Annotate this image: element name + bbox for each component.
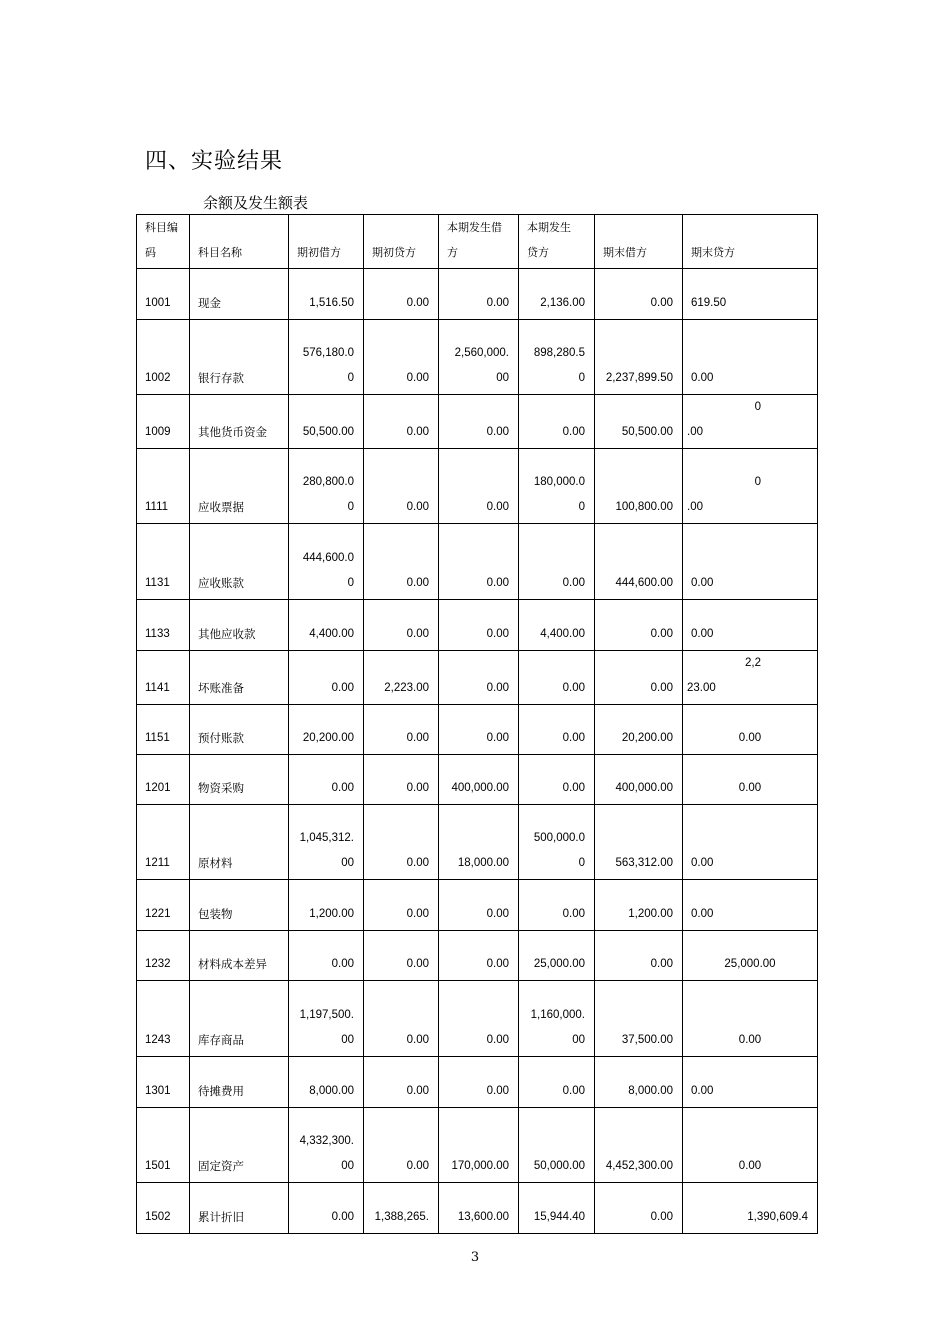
cell-line: 码 — [145, 246, 156, 259]
amount-cell: 0.00 — [683, 600, 818, 651]
amount-cell: 8,000.00 — [289, 1057, 364, 1108]
account-name-cell: 包装物 — [190, 880, 289, 931]
cell-line: 本期发生借 — [447, 221, 502, 234]
cell-line: 期末借方 — [603, 246, 647, 259]
cell-line: 500,000.0 — [533, 832, 585, 844]
amount-cell: 400,000.00 — [439, 755, 519, 805]
amount-cell: 2,136.00 — [519, 269, 595, 320]
amount-cell — [289, 449, 364, 524]
cell-line: 1,197,500. — [299, 1009, 354, 1021]
cell-line: 444,600.0 — [302, 552, 354, 564]
amount-cell: 0.00 — [289, 931, 364, 981]
amount-cell: 0.00 — [519, 395, 595, 449]
table-row — [137, 449, 818, 524]
account-name-cell: 待摊费用 — [190, 1057, 289, 1108]
amount-cell: 2,223.00 — [364, 651, 439, 705]
amount-cell: 0.00 — [364, 524, 439, 600]
account-name-cell: 材料成本差异 — [190, 931, 289, 981]
amount-cell: 1,516.50 — [289, 269, 364, 320]
amount-cell: 0.00 — [364, 880, 439, 931]
column-header — [137, 215, 190, 269]
amount-cell: 563,312.00 — [595, 805, 683, 880]
amount-cell: 1,200.00 — [289, 880, 364, 931]
amount-cell: 0.00 — [439, 600, 519, 651]
account-code-cell: 1002 — [137, 320, 190, 395]
amount-cell: 0.00 — [595, 269, 683, 320]
amount-cell: 0.00 — [683, 1057, 818, 1108]
amount-cell: 0.00 — [519, 705, 595, 755]
amount-cell: 0.00 — [364, 449, 439, 524]
account-code-cell: 1211 — [137, 805, 190, 880]
cell-line: 00 — [572, 1034, 585, 1046]
amount-cell: 0.00 — [289, 651, 364, 705]
amount-cell: 15,944.40 — [519, 1183, 595, 1234]
account-name-cell: 其他货币资金 — [190, 395, 289, 449]
table-row — [137, 880, 818, 931]
amount-cell: 0.00 — [364, 931, 439, 981]
cell-line: 4,332,300. — [299, 1135, 354, 1147]
account-name-cell: 银行存款 — [190, 320, 289, 395]
amount-cell: 0.00 — [683, 880, 818, 931]
cell-line: 576,180.0 — [302, 347, 354, 359]
table-row — [137, 931, 818, 981]
amount-cell: 0.00 — [364, 981, 439, 1057]
account-code-cell: 1133 — [137, 600, 190, 651]
amount-cell: 20,200.00 — [595, 705, 683, 755]
account-code-cell: 1141 — [137, 651, 190, 705]
amount-cell: 0.00 — [364, 395, 439, 449]
amount-cell: 4,400.00 — [519, 600, 595, 651]
amount-cell: 25,000.00 — [519, 931, 595, 981]
table-row — [137, 651, 818, 705]
column-header — [519, 215, 595, 269]
amount-cell: 25,000.00 — [683, 931, 818, 981]
amount-cell: 20,200.00 — [289, 705, 364, 755]
account-code-cell: 1151 — [137, 705, 190, 755]
account-code-cell: 1009 — [137, 395, 190, 449]
account-code-cell: 1001 — [137, 269, 190, 320]
amount-cell: 444,600.00 — [595, 524, 683, 600]
amount-cell — [289, 805, 364, 880]
cell-line: 00 — [341, 857, 354, 869]
cell-line: 0 — [578, 501, 585, 513]
cell-line: 2,2 — [745, 657, 761, 669]
amount-cell: 0.00 — [683, 320, 818, 395]
account-code-cell: 1243 — [137, 981, 190, 1057]
table-row — [137, 395, 818, 449]
table-row — [137, 755, 818, 805]
amount-cell: 18,000.00 — [439, 805, 519, 880]
table-row — [137, 981, 818, 1057]
amount-cell: 0.00 — [683, 524, 818, 600]
amount-cell: 619.50 — [683, 269, 818, 320]
amount-cell: 0.00 — [519, 755, 595, 805]
cell-line: 180,000.0 — [533, 476, 585, 488]
amount-cell: 0.00 — [439, 524, 519, 600]
balance-table — [136, 214, 818, 1234]
amount-cell: 0.00 — [439, 395, 519, 449]
account-code-cell: 1131 — [137, 524, 190, 600]
account-name-cell: 其他应收款 — [190, 600, 289, 651]
amount-cell: 0.00 — [595, 600, 683, 651]
account-name-cell: 现金 — [190, 269, 289, 320]
cell-line: 0 — [578, 857, 585, 869]
amount-cell — [289, 1108, 364, 1183]
amount-cell: 0.00 — [439, 449, 519, 524]
table-row — [137, 705, 818, 755]
amount-cell: 0.00 — [519, 1057, 595, 1108]
table-header-row — [137, 215, 818, 269]
amount-cell — [289, 320, 364, 395]
cell-line: 2,560,000. — [454, 347, 509, 359]
column-header — [364, 215, 439, 269]
amount-cell: 0.00 — [439, 705, 519, 755]
amount-cell: 0.00 — [289, 1183, 364, 1234]
account-name-cell: 物资采购 — [190, 755, 289, 805]
cell-line: 00 — [341, 1034, 354, 1046]
amount-cell: 0.00 — [519, 880, 595, 931]
amount-cell — [439, 320, 519, 395]
amount-cell: 2,237,899.50 — [595, 320, 683, 395]
amount-cell: 0.00 — [683, 981, 818, 1057]
amount-cell: 400,000.00 — [595, 755, 683, 805]
table-row — [137, 1183, 818, 1234]
amount-cell: 50,000.00 — [519, 1108, 595, 1183]
amount-cell: 0.00 — [683, 705, 818, 755]
amount-cell: 0.00 — [364, 269, 439, 320]
account-name-cell: 预付账款 — [190, 705, 289, 755]
column-header — [190, 215, 289, 269]
cell-line: 23.00 — [687, 682, 716, 694]
amount-cell: 0.00 — [683, 805, 818, 880]
amount-cell: 0.00 — [364, 1057, 439, 1108]
table-row — [137, 524, 818, 600]
amount-cell — [683, 651, 818, 705]
amount-cell — [683, 449, 818, 524]
amount-cell: 0.00 — [439, 651, 519, 705]
cell-line: 1,160,000. — [530, 1009, 585, 1021]
amount-cell: 0.00 — [364, 1108, 439, 1183]
cell-line: 898,280.5 — [533, 347, 585, 359]
account-name-cell: 库存商品 — [190, 981, 289, 1057]
cell-line: 00 — [496, 372, 509, 384]
amount-cell: 0.00 — [439, 931, 519, 981]
table-row — [137, 269, 818, 320]
amount-cell: 8,000.00 — [595, 1057, 683, 1108]
cell-line: .00 — [687, 426, 703, 438]
amount-cell: 0.00 — [595, 1183, 683, 1234]
cell-line: 280,800.0 — [302, 476, 354, 488]
account-code-cell: 1501 — [137, 1108, 190, 1183]
amount-cell: 100,800.00 — [595, 449, 683, 524]
account-code-cell: 1502 — [137, 1183, 190, 1234]
amount-cell: 0.00 — [519, 651, 595, 705]
page-number: 3 — [470, 1250, 480, 1265]
amount-cell: 4,452,300.00 — [595, 1108, 683, 1183]
column-header — [289, 215, 364, 269]
table-caption: 余额及发生额表 — [203, 194, 309, 212]
amount-cell — [289, 981, 364, 1057]
cell-line: 期末贷方 — [691, 246, 735, 259]
amount-cell — [683, 395, 818, 449]
amount-cell: 0.00 — [289, 755, 364, 805]
cell-line: 期初借方 — [297, 246, 341, 259]
cell-line: 00 — [341, 1160, 354, 1172]
amount-cell — [519, 805, 595, 880]
amount-cell — [519, 449, 595, 524]
table-row — [137, 600, 818, 651]
amount-cell: 0.00 — [439, 1057, 519, 1108]
amount-cell: 0.00 — [364, 755, 439, 805]
cell-line: 期初贷方 — [372, 246, 416, 259]
section-heading: 四、实验结果 — [145, 149, 284, 174]
amount-cell: 0.00 — [439, 269, 519, 320]
amount-cell: 37,500.00 — [595, 981, 683, 1057]
amount-cell: 1,388,265. — [364, 1183, 439, 1234]
account-name-cell: 应收账款 — [190, 524, 289, 600]
cell-line: 0 — [754, 476, 761, 488]
cell-line: 0 — [578, 372, 585, 384]
amount-cell: 0.00 — [595, 651, 683, 705]
amount-cell: 0.00 — [364, 805, 439, 880]
account-name-cell: 累计折旧 — [190, 1183, 289, 1234]
cell-line: 本期发生 — [527, 221, 571, 234]
amount-cell: 50,500.00 — [289, 395, 364, 449]
account-code-cell: 1221 — [137, 880, 190, 931]
cell-line: 0 — [347, 577, 354, 589]
table-row — [137, 805, 818, 880]
amount-cell: 0.00 — [683, 1108, 818, 1183]
amount-cell: 4,400.00 — [289, 600, 364, 651]
amount-cell — [519, 320, 595, 395]
account-name-cell: 坏账准备 — [190, 651, 289, 705]
cell-line: 0 — [347, 501, 354, 513]
column-header — [595, 215, 683, 269]
cell-line: 0 — [754, 401, 761, 413]
amount-cell: 0.00 — [364, 320, 439, 395]
amount-cell: 0.00 — [519, 524, 595, 600]
amount-cell: 13,600.00 — [439, 1183, 519, 1234]
amount-cell — [289, 524, 364, 600]
table-row — [137, 320, 818, 395]
account-name-cell: 应收票据 — [190, 449, 289, 524]
amount-cell: 0.00 — [364, 600, 439, 651]
account-code-cell: 1201 — [137, 755, 190, 805]
amount-cell — [519, 981, 595, 1057]
cell-line: 0 — [347, 372, 354, 384]
column-header — [439, 215, 519, 269]
amount-cell: 1,390,609.4 — [683, 1183, 818, 1234]
account-code-cell: 1111 — [137, 449, 190, 524]
amount-cell: 0.00 — [439, 981, 519, 1057]
cell-line: 1,045,312. — [299, 832, 354, 844]
account-code-cell: 1232 — [137, 931, 190, 981]
amount-cell: 50,500.00 — [595, 395, 683, 449]
cell-line: 科目编 — [145, 221, 178, 234]
amount-cell: 0.00 — [683, 755, 818, 805]
table-row — [137, 1108, 818, 1183]
account-name-cell: 原材料 — [190, 805, 289, 880]
cell-line: .00 — [687, 501, 703, 513]
cell-line: 科目名称 — [198, 246, 242, 259]
amount-cell: 0.00 — [439, 880, 519, 931]
account-name-cell: 固定资产 — [190, 1108, 289, 1183]
column-header — [683, 215, 818, 269]
cell-line: 贷方 — [527, 246, 549, 259]
amount-cell: 170,000.00 — [439, 1108, 519, 1183]
account-code-cell: 1301 — [137, 1057, 190, 1108]
amount-cell: 1,200.00 — [595, 880, 683, 931]
table-row — [137, 1057, 818, 1108]
amount-cell: 0.00 — [364, 705, 439, 755]
cell-line: 方 — [447, 246, 458, 259]
amount-cell: 0.00 — [595, 931, 683, 981]
